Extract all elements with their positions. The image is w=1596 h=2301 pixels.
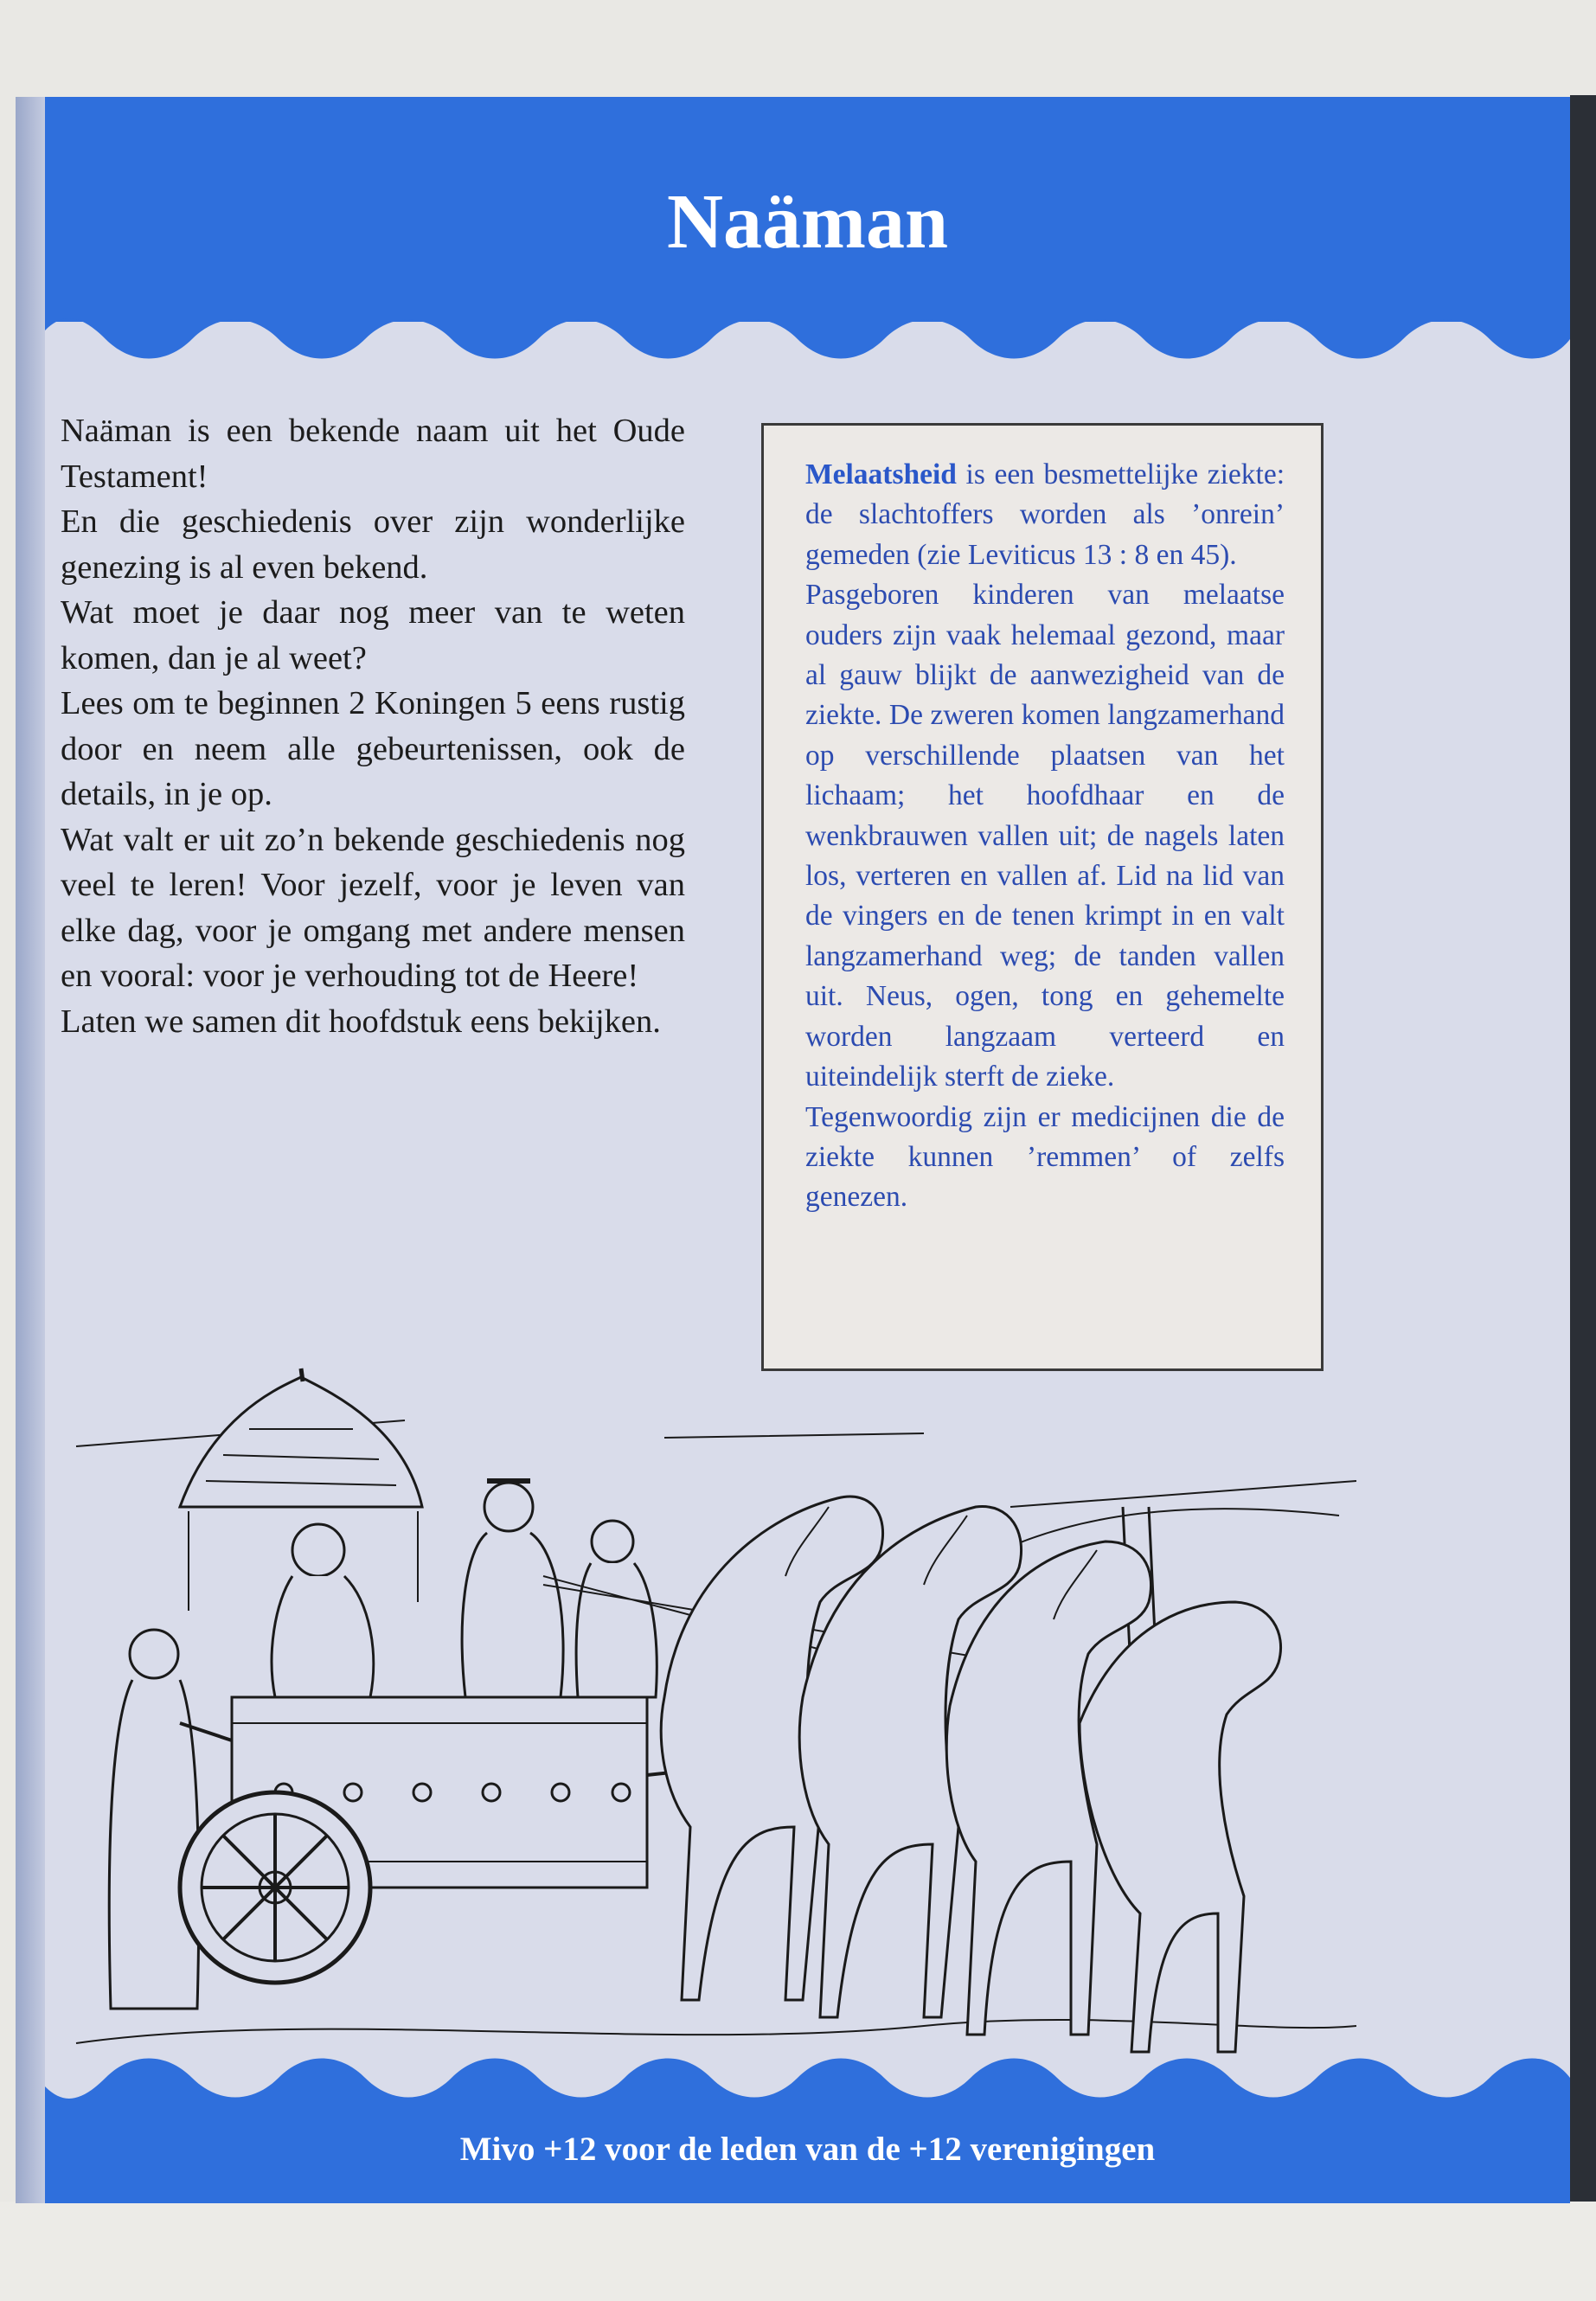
scan-edge — [1570, 95, 1596, 2206]
intro-paragraph: Laten we samen dit hoofdstuk eens bekijken. — [61, 1003, 661, 1040]
intro-paragraph: Lees om te beginnen 2 Koningen 5 eens rustig door en neem alle gebeurtenissen, ook de details, in je op. — [61, 685, 685, 812]
intro-paragraph: En die geschiedenis over zijn wonderlijke genezing is al even bekend. — [61, 503, 685, 586]
header-wave — [45, 296, 1570, 391]
intro-text — [61, 408, 685, 1044]
footer-text: Mivo +12 voor de leden van de +12 verenigingen — [459, 2131, 1156, 2168]
infobox-term: Melaatsheid — [805, 458, 957, 490]
intro-paragraph: Wat moet je daar nog meer van te weten komen, dan je al weet? — [61, 594, 685, 676]
intro-paragraph: Naäman is een bekende naam uit het Oude Testament! — [61, 413, 685, 495]
infobox-paragraph: Pasgeboren kinderen van melaatse ouders zijn vaak helemaal gezond, maar al gauw blijkt de aanwezigheid van de ziekte. De zweren komen langzamerhand op verschillende plaatsen van het lichaam; het hoofdhaar en de wenkbrauwen vallen uit; de nagels laten los, verteren en vallen af. Lid na lid van de vingers en de tenen krimpt in en valt langzamerhand weg; de tanden vallen uit. Neus, ogen, tong en gehemelte worden langzaam verteerd en uiteindelijk sterft de zieke. — [805, 579, 1285, 1093]
infobox-paragraph — [805, 455, 1285, 575]
infobox-definition: is een besmettelijke ziekte: de slachtoffers worden als ’onrein’ gemeden (zie Leviticus 13 : 8 en 45). — [805, 458, 1285, 571]
binding-strip — [16, 97, 45, 2203]
page-title: Naäman — [666, 179, 949, 265]
chariot-illustration — [59, 1291, 1356, 2069]
intro-paragraph: Wat valt er uit zo’n bekende geschiedenis nog veel te leren! Voor jezelf, voor je leven van elke dag, voor je omgang met andere mensen en vooral: voor je verhouding tot de Heere! — [61, 821, 685, 994]
leprosy-info-box — [761, 423, 1324, 1371]
infobox-paragraph: Tegenwoordig zijn er medicijnen die de ziekte kunnen ’remmen’ of zelfs genezen. — [805, 1100, 1285, 1214]
magazine-page — [16, 97, 1570, 2203]
scan-margin — [0, 2202, 1596, 2301]
